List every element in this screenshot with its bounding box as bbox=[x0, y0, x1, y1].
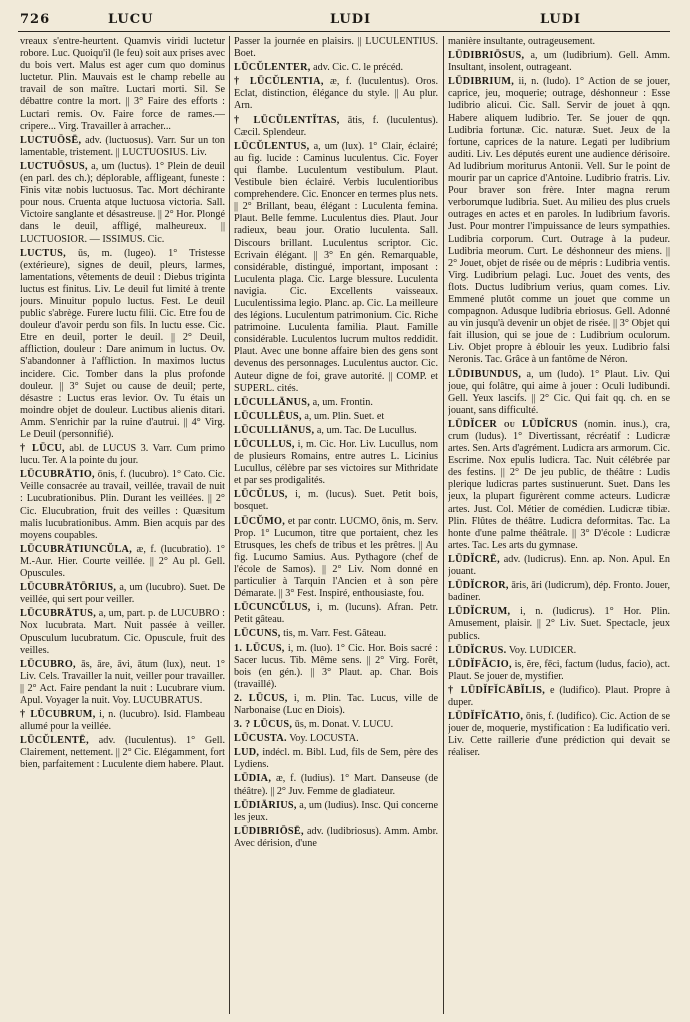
dictionary-entry bbox=[234, 62, 438, 74]
dictionary-entry bbox=[234, 800, 438, 824]
dictionary-entry bbox=[20, 709, 225, 733]
dictionary-entry bbox=[234, 643, 438, 691]
dictionary-entry bbox=[448, 711, 670, 759]
running-head-left: LUCU bbox=[108, 12, 154, 27]
entry-headword: LŪDIBRIŌSĒ, bbox=[234, 825, 304, 837]
entry-definition: a, um. Tac. De Lucullus. bbox=[316, 424, 417, 436]
entry-headword: LŪCUBRĀTŌRIUS, bbox=[20, 582, 117, 594]
entry-headword: LŪDĬFĂCIO, bbox=[448, 658, 512, 670]
entry-definition: (nomin. inus.), cra, crum (ludus). 1° Divertissant, récréatif : Ludicræ artes. Sen. Arts d'agrément. Ludicra ars armorum. Cic. Escrime. Nox epulis ludicra. Tac. Nuit célébrée par des festins. || 2° De jeu public, de théâtre : Ludis plerique ludicras partes sustinuerunt. Suet. Dans les jeux, la plupart figurèrent comme acteurs. Ludicræ artes. Just. Col. Métier de comédien. Ludicræ tibiæ. Plin. Flûtes de théâtre. Ludicra deformitas. Tac. La honte d'une palme théâtrale. || 3° D'école : Ludicræ artes. Tac. Les arts du gymnase. bbox=[448, 418, 670, 551]
entry-definition: ūs, m. Donat. V. LUCU. bbox=[294, 719, 394, 731]
entry-headword: LŪDĬCRĒ, bbox=[448, 553, 500, 565]
entry-headword: LŪDIBRIUM, bbox=[448, 76, 515, 88]
dictionary-entry bbox=[234, 141, 438, 395]
entry-definition: i, m. Cic. Hor. Liv. Lucullus, nom de plusieurs Romains, entre autres L. Licinius Lucullus, célèbre par ses victoires sur Mithridate et par ses prodigalités. bbox=[234, 439, 438, 487]
entry-definition: adv. (luctuosus). Varr. Sur un ton lamentable, tristement. || LUCTUOSIUS. Liv. bbox=[20, 134, 225, 158]
entry-definition: a, um. Frontin. bbox=[312, 396, 373, 408]
entry-headword: LŪCŬLENTUS, bbox=[234, 140, 310, 152]
column-left bbox=[20, 36, 225, 1014]
dictionary-entry bbox=[448, 685, 670, 709]
entry-headword: LŪCUSTA. bbox=[234, 733, 287, 745]
dictionary-entry bbox=[448, 36, 670, 48]
dictionary-entry bbox=[234, 719, 438, 731]
dictionary-entry bbox=[20, 135, 225, 159]
dictionary-entry bbox=[234, 693, 438, 717]
entry-headword: LŪCULLIĀNUS, bbox=[234, 424, 315, 436]
dictionary-entry bbox=[234, 733, 438, 745]
entry-headword: LŪDIBRIŌSUS, bbox=[448, 50, 525, 62]
entry-definition: is, ĕre, fēci, factum (ludus, facio), act. Plaut. Se jouer de, mystifier. bbox=[448, 658, 670, 682]
dictionary-entry bbox=[448, 554, 670, 578]
entry-headword: LŪDĬFĬCĀTIO, bbox=[448, 711, 524, 723]
entry-headword: LŪCUNCŬLUS, bbox=[234, 602, 311, 614]
entry-definition: indécl. m. Bibl. Lud, fils de Sem, père des Lydiens. bbox=[234, 747, 438, 771]
dictionary-entry bbox=[234, 425, 438, 437]
column-divider-2 bbox=[443, 36, 444, 1014]
entry-definition: i, n. (lucubro). Isid. Flambeau allumé pour la veillée. bbox=[20, 709, 225, 733]
entry-definition: ās, āre, āvi, ātum (lux), neut. 1° Liv. Cels. Travailler la nuit, veiller pour travailler. || 2° Act. Faire pendant la nuit : Lucubrare vium. Apul. Voyager la nuit. Voy. LUCUBRATUS. bbox=[20, 658, 225, 706]
entry-definition: i, m. Plin. Tac. Lucus, ville de Narbonaise (Luc en Diois). bbox=[234, 692, 438, 716]
entry-definition: æ, f. (lucubratio). 1° M.-Aur. Hier. Courte veillée. || 2° Au pl. Gell. Opuscules. bbox=[20, 543, 225, 580]
entry-definition: manière insultante, outrageusement. bbox=[448, 36, 596, 47]
entry-definition: adv. (ludibriosus). Amm. Ambr. Avec dérision, d'une bbox=[234, 825, 438, 849]
dictionary-entry bbox=[20, 443, 225, 467]
entry-headword: † LŪCŬLENTĬTAS, bbox=[234, 114, 340, 126]
dictionary-entry bbox=[448, 50, 670, 74]
entry-headword: 3. ? LŪCUS, bbox=[234, 719, 293, 731]
dictionary-entry bbox=[448, 645, 670, 657]
column-middle bbox=[234, 36, 438, 1014]
dictionary-entry bbox=[448, 419, 670, 552]
entry-headword: LŪCULLUS, bbox=[234, 439, 295, 450]
entry-headword: LUCTUS, bbox=[20, 247, 66, 259]
entry-definition: a, um, part. p. de LUCUBRO : Nox lucubrata. Mart. Nuit passée à veiller. Opusculum lucubratum. Cic. Opuscule, fruit des veilles. bbox=[20, 608, 225, 656]
entry-definition: e (ludifico). Plaut. Propre à duper. bbox=[448, 684, 670, 708]
entry-definition: æ, f. (ludius). 1° Mart. Danseuse (de théâtre). || 2° Juv. Femme de gladiateur. bbox=[234, 773, 438, 797]
entry-definition: a, um (ludo). 1° Plaut. Liv. Qui joue, qui folâtre, qui aime à jouer : Oculi ludibundi. Gell. Yeux lascifs. || 2° Cic. Qui fait qq. ch. en se jouant, sans difficulté. bbox=[448, 368, 670, 416]
entry-definition: adv. Cic. C. le précéd. bbox=[313, 62, 404, 74]
entry-headword: LŪDĬCRUS. bbox=[448, 644, 507, 656]
entry-definition: a, um (ludibrium). Gell. Amm. Insultant, insolent, outrageant. bbox=[448, 50, 670, 74]
dictionary-entry bbox=[234, 489, 438, 513]
entry-definition: adv. (ludicrus). Enn. ap. Non. Apul. En jouant. bbox=[448, 553, 670, 578]
entry-headword: † LŪCU, bbox=[20, 443, 65, 455]
entry-definition: ōnis, f. (ludifico). Cic. Action de se jouer de, moquerie, mystification : Ea ludificatio veri. Liv. Cette raillerie d'une prédiction qui devait se réaliser. bbox=[448, 711, 670, 759]
entry-headword: LŪDIA, bbox=[234, 773, 272, 785]
dictionary-entry bbox=[234, 115, 438, 139]
entry-headword: LŪCŬLENTĒ, bbox=[20, 735, 89, 747]
dictionary-entry bbox=[448, 659, 670, 683]
entry-headword: LŪCŬLENTER, bbox=[234, 62, 311, 74]
dictionary-entry bbox=[234, 411, 438, 423]
entry-definition: i, m. (lucuns). Afran. Petr. Petit gâteau. bbox=[234, 602, 438, 626]
entry-headword: LŪCŬMO, bbox=[234, 515, 286, 527]
dictionary-entry bbox=[448, 580, 670, 604]
dictionary-entry bbox=[20, 735, 225, 771]
dictionary-entry bbox=[234, 76, 438, 112]
entry-definition: a, um (lux). 1° Clair, éclairé; au fig. lucide : Caminus luculentus. Cic. Foyer qui flambe. Luculentum vestibulum. Plaut. Vestibule bien éclairé. Verbis luculentioribus comprehendere. Cic. Enoncer en termes plus nets. || 2° Brillant, beau, élégant : Luculenta femina. Plaut. Belle femme. Luculentus dies. Plaut. Jour radieux, beau jour. Oratio luculenta. Sall. Discours brillant. Luculentus scriptor. Cic. Ecrivain élégant. || 3° En gén. Remarquable, considérable, distingué, important, imposant : Luculenta plaga. Cic. Large blessure. Luculenta navigia. Cic. Excellents vaisseaux. Luculentissima legio. Planc. ap. Cic. La meilleure des légions. Luculentum patrimonium. Cic. Riche patrimoine. Luculenta familia. Plaut. Famille considérable. Luculentos lucrum multos reddidit. Plaut. Avec une bonne affaire bien des gens sont devenus des personnages. Luculentus auctor. Cic. Auteur digne de foi, grave autorité. || COMP. et SUPERL. cités. bbox=[234, 140, 438, 394]
entry-definition: a, um (luctus). 1° Plein de deuil (en parl. des ch.); déplorable, affligeant, funeste : Finis vitæ nobis luctuosus. Tac. Mort déchirante pour nous. Cruenta atque luctuosa victoria. Sall. Victoire sanglante et désastreuse. || 2° Hor. Plongé dans le deuil, affligé, malheureux. || LUCTUOSIOR. — ISSIMUS. Cic. bbox=[20, 160, 225, 245]
entry-headword: LŪCUBRO, bbox=[20, 658, 76, 670]
entry-headword: LŪCULLĀNUS, bbox=[234, 396, 311, 408]
dictionary-entry bbox=[234, 826, 438, 850]
entry-definition: ātis, f. (luculentus). Cæcil. Splendeur. bbox=[234, 114, 438, 138]
entry-headword: LŪCUBRĀTIUNCŬLA, bbox=[20, 543, 133, 555]
dictionary-entry bbox=[20, 608, 225, 656]
dictionary-entry bbox=[234, 773, 438, 797]
entry-definition: Voy. LOCUSTA. bbox=[289, 733, 359, 745]
entry-headword: LŪCUBRĀTIO, bbox=[20, 469, 95, 481]
dictionary-entry bbox=[448, 369, 670, 417]
entry-definition: abl. de LUCUS 3. Varr. Cum primo lucu. Ter. A la pointe du jour. bbox=[20, 443, 225, 467]
entry-definition: i, m. (lucus). Suet. Petit bois, bosquet. bbox=[234, 489, 438, 513]
dictionary-entry bbox=[234, 628, 438, 640]
running-head-center: LUDI bbox=[330, 12, 372, 27]
column-right bbox=[448, 36, 670, 1014]
entry-headword: † LŪDĬFĬCĀBĬLIS, bbox=[448, 684, 546, 696]
dictionary-entry bbox=[234, 397, 438, 409]
entry-headword: 2. LŪCUS, bbox=[234, 692, 288, 704]
entry-definition: Voy. LUDICER. bbox=[508, 644, 577, 656]
entry-definition: adv. (luculentus). 1° Gell. Clairement, nettement. || 2° Cic. Elégamment, fort bien, parfaitement : Luculente diem habere. Plaut. bbox=[20, 735, 225, 771]
entry-headword: LUCTUŌSUS, bbox=[20, 160, 88, 172]
dictionary-entry bbox=[20, 659, 225, 707]
dictionary-entry bbox=[20, 544, 225, 580]
entry-headword: LŪDIĀRIUS, bbox=[234, 799, 297, 811]
entry-definition: et par contr. LUCMO, ōnis, m. Serv. Prop. 1° Lucumon, titre que portaient, chez les Etrusques, les chefs de tribus et les prêtres. || Au fig. Lucumo Samius. Aus. Pythagore (chef de l'école de Samos). || 2° Liv. Nom donné en particulier à Tarquin l'Ancien et à son père Démarate. || 3° Fest. Inspiré, enthousiaste, fou. bbox=[234, 515, 438, 600]
entry-headword: LŪDĬCRUM, bbox=[448, 606, 511, 618]
entry-headword: † LŪCUBRUM, bbox=[20, 709, 96, 721]
entry-headword: † LŪCŬLENTIA, bbox=[234, 76, 324, 88]
entry-definition: vreaux s'entre-heurtent. Quamvis viridi luctetur robore. Luc. Quoiqu'il (le feu) soit aux prises avec du bois vert. Malus est ager cum quo dominus luctetur. Plin. Mauvais est le champ rebelle au travail de son maître. Luctari morti. Sil. Se débattre contre la mort. || 3° Faire des efforts : Luctari remis. Ov. Faire force de rames.—cripere... Virg. Travailler à arracher... bbox=[20, 36, 225, 132]
entry-definition: ii, n. (ludo). 1° Action de se jouer, caprice, jeu, moquerie; outrage, déshonneur : Esse ludibrio alicui. Cic. Sall. Servir de jouet à qqn. Habere aliquem ludibrio. Ter. Se jouer de qqn. Ludibria fortunæ. Cic. naturæ. Suet. Jeux de la fortune, caprices de la nature. Legati per ludibrium auditi. Liv. Les députés eurent une audience dérisoire. Ad ludibrium moriturus Antonii. Vell. Sur le point de mourir par un caprice d'Antoine. Ludibrio fratris. Liv. Pour braver son frère. Inter magna rerum verborumque ludibria. Suet. Au milieu des plus cruels outrages en actes et en paroles. In ludibrium favoris. Just. Pour montrer l'impuissance de leurs sympathies. Ludibria corporum. Curt. Outrage à la pudeur. Ludibria meorum. Curt. Le déshonneur des miens. || 2° Jouet, objet de risée ou de mépris : Ludibria ventis. Virg. Ludibrium pelagi. Luc. Jouet des vents, des flots. Ductus ludibrium verius, quam comes. Liv. Emmené plutôt comme un jouet que comme un compagnon. Adusque ludibria ebriosus. Gell. Adonné au vin jusqu'à devenir un objet de risée. || 3° Objet qui fait illusion, qui se joue de : Ludibrium oculorum. Liv. Objet propre à éblouir les yeux. Ludibrio falsi Neronis. Tac. Grâce à un fantôme de Néron. bbox=[448, 76, 670, 366]
header-rule bbox=[18, 31, 670, 32]
entry-definition: a, um. Plin. Suet. et bbox=[304, 410, 385, 422]
entry-headword: LŪDĬCER ou LŪDĬCRUS bbox=[448, 418, 578, 430]
entry-headword: LUD, bbox=[234, 747, 260, 759]
column-divider-1 bbox=[229, 36, 230, 1014]
dictionary-entry bbox=[20, 161, 225, 246]
entry-definition: a, um (ludius). Insc. Qui concerne les jeux. bbox=[234, 799, 438, 823]
entry-headword: LŪCŬLUS, bbox=[234, 489, 288, 501]
entry-definition: āris, āri (ludicrum), dép. Fronto. Jouer, badiner. bbox=[448, 580, 670, 604]
dictionary-entry bbox=[20, 36, 225, 133]
dictionary-entry bbox=[448, 76, 670, 366]
entry-headword: LŪCUNS, bbox=[234, 628, 281, 640]
dictionary-entry bbox=[234, 439, 438, 487]
entry-definition: tis, m. Varr. Fest. Gâteau. bbox=[283, 628, 387, 640]
entry-definition: ūs, m. (lugeo). 1° Tristesse (extérieure), signes de deuil, pleurs, larmes, lamentations, vêtements de deuil : Diebus triginta luctus est finitus. Liv. Le deuil fut limité à trente jours. Minuitur populo luctus. Fest. Le deuil public s'abrège. Furere luctu filii. Cic. Etre fou de douleur d'avoir perdu son fils. In luctu esse. Cic. Etre en deuil, porter le deuil. || 2° Deuil, affliction, douleur : Dare animum in luctus. Ov. S'abandonner à l'affliction. In maximos luctus incidere. Cic. Tomber dans la plus profonde douleur. || 3° Sujet ou cause de deuil; perte, désastre : Luctus eras levior. Ov. Tu étais un moindre objet de douleur. Luctibus alienis ditari. Amm. S'enrichir par la ruine d'autrui. || 4° Virg. Le Deuil (personnifié). bbox=[20, 247, 225, 440]
page-number: 726 bbox=[20, 12, 51, 27]
entry-headword: 1. LŪCUS, bbox=[234, 642, 285, 654]
entry-definition: a, um (lucubro). Suet. De veillée, qui sert pour veiller. bbox=[20, 582, 225, 606]
dictionary-entry bbox=[20, 582, 225, 606]
dictionary-entry bbox=[234, 602, 438, 626]
entry-definition: Passer la journée en plaisirs. || LUCULENTIUS. Boet. bbox=[234, 36, 438, 60]
dictionary-entry bbox=[234, 516, 438, 601]
entry-headword: LUCTUŌSĒ, bbox=[20, 134, 82, 146]
entry-headword: LŪDIBUNDUS, bbox=[448, 368, 522, 380]
entry-definition: ōnis, f. (lucubro). 1° Cato. Cic. Veille consacrée au travail, veillée, travail de nuit : Lucubrationibus. Plin. Durant les veillées. || 2° Cic. Elucubration, fruit des veilles : Quæsitum malis lucubrationibus. Amm. Bien acquis par des moyens coupables. bbox=[20, 469, 225, 541]
running-head-right: LUDI bbox=[540, 12, 582, 27]
dictionary-entry bbox=[20, 469, 225, 542]
dictionary-entry bbox=[448, 606, 670, 642]
entry-headword: LŪCUBRĀTUS, bbox=[20, 608, 97, 620]
dictionary-entry bbox=[234, 36, 438, 60]
dictionary-entry bbox=[234, 747, 438, 771]
dictionary-entry bbox=[20, 248, 225, 442]
entry-definition: i, m. (luo). 1° Cic. Hor. Bois sacré : Sacer lucus. Tib. Même sens. || 2° Virg. Forêt, bois (en gén.). || 3° Plaut. ap. Char. Bois (travaillé). bbox=[234, 642, 438, 690]
entry-headword: LŪDĬCROR, bbox=[448, 580, 509, 592]
entry-headword: LŪCULLĒUS, bbox=[234, 410, 302, 422]
entry-definition: i, n. (ludicrus). 1° Hor. Plin. Amusement, plaisir. || 2° Liv. Suet. Spectacle, jeux publics. bbox=[448, 606, 670, 642]
entry-definition: æ, f. (luculentus). Oros. Eclat, distinction, élégance du style. || Au plur. Arn. bbox=[234, 76, 438, 112]
